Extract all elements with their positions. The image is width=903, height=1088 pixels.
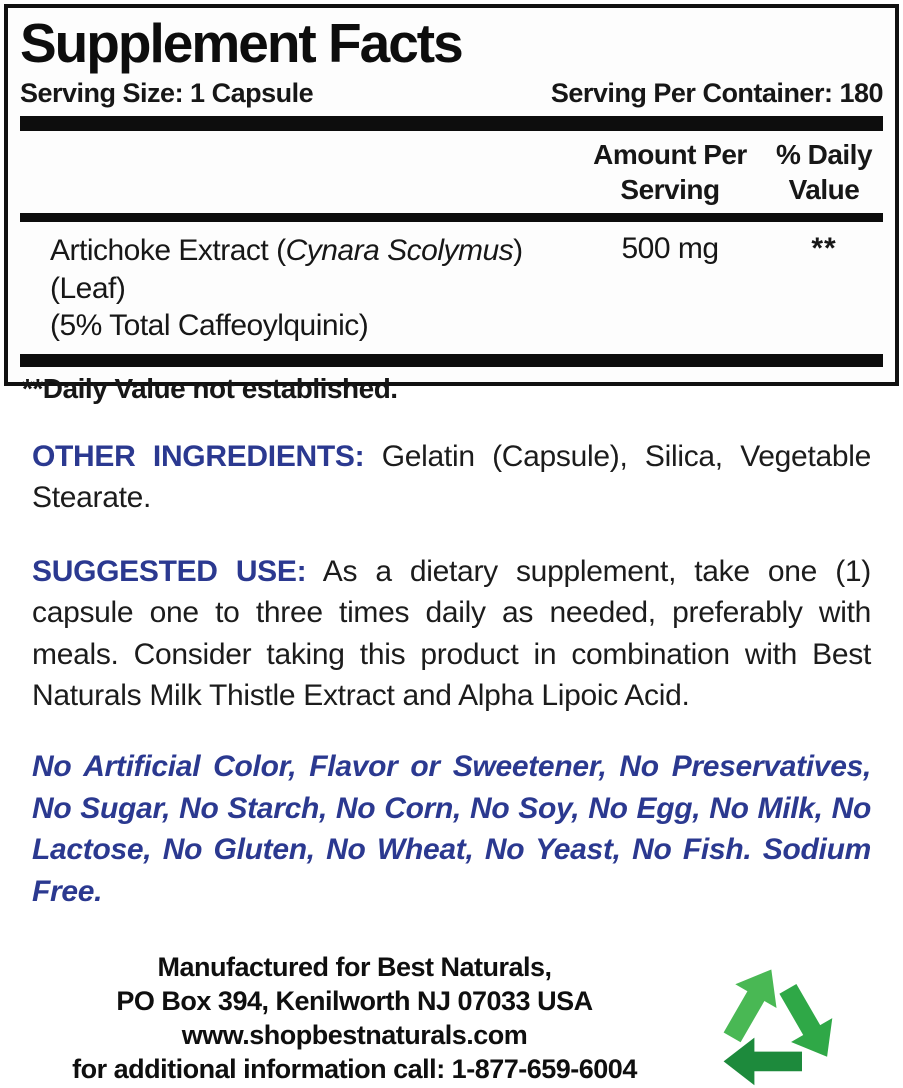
ingredient-name-prefix: Artichoke Extract ( <box>50 234 286 267</box>
divider-thick-bottom <box>20 354 883 367</box>
label-body <box>4 436 899 1088</box>
daily-value-header <box>765 137 883 207</box>
manufacturer-line: Manufactured for Best Naturals, <box>157 951 552 982</box>
other-ingredients-text: Gelatin (Capsule), Silica, Vegetable Stearate. <box>32 440 871 515</box>
ingredient-amount: 500 mg <box>621 232 719 265</box>
suggested-use-label: SUGGESTED USE: <box>32 554 307 588</box>
ingredient-standardization: (5% Total Caffeoylquinic) <box>50 309 369 342</box>
ingredient-latin-name: Cynara Scolymus <box>285 234 514 267</box>
other-ingredients-label: OTHER INGREDIENTS: <box>32 440 365 473</box>
divider-thin <box>20 213 883 222</box>
divider-thick-top <box>20 116 883 131</box>
ingredient-name <box>20 232 575 345</box>
serving-row <box>20 78 883 109</box>
manufacturer-footer <box>32 948 871 1088</box>
address-line: PO Box 394, Kenilworth NJ 07033 USA <box>116 985 593 1016</box>
supplement-facts-panel <box>4 4 899 404</box>
dv-header-line2: Value <box>788 174 860 205</box>
suggested-use-text: As a dietary supplement, take one (1) capsule one to three times daily as needed, preferably with meals. Consider taking this product in combination with Best Naturals Milk Thistle Extract and Alpha Lipoic Acid. <box>32 554 871 712</box>
suggested-use-paragraph <box>32 551 871 717</box>
amount-header-line2: Serving <box>620 174 720 205</box>
phone-line: for additional information call: 1-877-659-6004 <box>72 1053 637 1084</box>
recycle-icon <box>677 948 871 1088</box>
servings-per-container: Serving Per Container: 180 <box>550 78 883 108</box>
facts-title: Supplement Facts <box>20 12 462 74</box>
manufacturer-info <box>32 950 677 1086</box>
daily-value-footnote: **Daily Value not established. <box>22 372 398 404</box>
ingredient-daily-value: ** <box>811 232 837 265</box>
other-ingredients-paragraph <box>32 436 871 519</box>
ingredient-name-suffix: ) (Leaf) <box>50 234 523 305</box>
serving-size: Serving Size: 1 Capsule <box>20 78 314 108</box>
ingredient-row <box>20 232 883 345</box>
amount-header-line1: Amount Per <box>593 139 747 170</box>
amount-per-serving-header <box>575 137 765 207</box>
facts-header-row <box>20 137 883 207</box>
website-line: www.shopbestnaturals.com <box>181 1019 528 1050</box>
dv-header-line1: % Daily <box>775 139 873 170</box>
no-additives-claims: No Artificial Color, Flavor or Sweetener, No Preservatives, No Sugar, No Starch, No Corn, No Soy, No Egg, No Milk, No Lactose, No Gluten, No Wheat, No Yeast, No Fish. Sodium Free. <box>32 750 871 908</box>
